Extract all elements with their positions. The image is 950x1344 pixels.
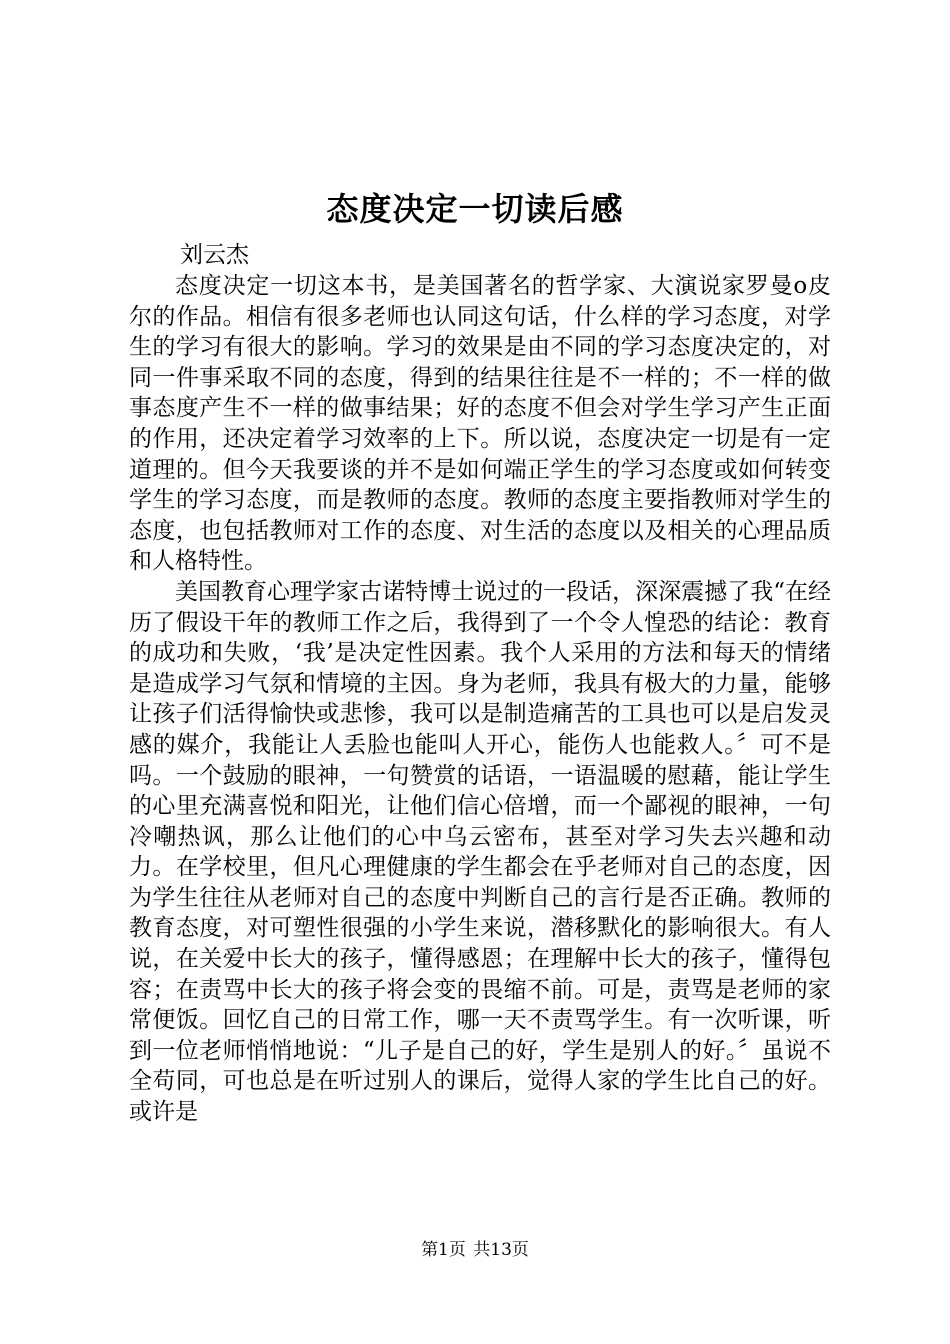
document-title: 态度决定一切读后感 (326, 190, 624, 228)
page-number: 第1页 (421, 1240, 466, 1260)
page-footer (0, 1238, 950, 1262)
paragraph: 美国教育心理学家古诺特博士说过的一段话，深深震撼了我“在经历了假设干年的教师工作之后，我得到了一个令人惶恐的结论：教育的成功和失败，‘我’是决定性因素。我个人采用的方法和每天的情绪是造成学习气氛和情境的主因。身为老师，我具有极大的力量，能够让孩子们活得愉快或悲惨，我可以是制造痛苦的工具也可以是启发灵感的媒介，我能让人丢脸也能叫人开心，能伤人也能救人。〞可不是吗。一个鼓励的眼神，一句赞赏的话语，一语温暖的慰藉，能让学生的心里充满喜悦和阳光，让他们信心倍增，而一个鄙视的眼神，一句冷嘲热讽，那么让他们的心中乌云密布，甚至对学习失去兴趣和动力。在学校里，但凡心理健康的学生都会在乎老师对自己的态度，因为学生往往从老师对自己的态度中判断自己的言行是否正确。教师的教育态度，对可塑性很强的小学生来说，潜移默化的影响很大。有人说，在关爱中长大的孩子，懂得感恩；在理解中长大的孩子，懂得包容；在责骂中长大的孩子将会变的畏缩不前。可是，责骂是老师的家常便饭。回忆自己的日常工作，哪一天不责骂学生。有一次听课，听到一位老师悄悄地说：“儿子是自己的好，学生是别人的好。〞虽说不全苟同，可也总是在听过别人的课后，觉得人家的学生比自己的好。或许是 (129, 578, 831, 1126)
author-name: 刘云杰 (180, 242, 249, 268)
paragraph: 态度决定一切这本书，是美国著名的哲学家、大演说家罗曼o皮尔的作品。相信有很多老师也认同这句话，什么样的学习态度，对学生的学习有很大的影响。学习的效果是由不同的学习态度决定的，对同一件事采取不同的态度，得到的结果往往是不一样的；不一样的做事态度产生不一样的做事结果；好的态度不但会对学生学习产生正面的作用，还决定着学习效率的上下。所以说，态度决定一切是有一定道理的。但今天我要谈的并不是如何端正学生的学习态度或如何转变学生的学习态度，而是教师的态度。教师的态度主要指教师对学生的态度，也包括教师对工作的态度、对生活的态度以及相关的心理品质和人格特性。 (129, 273, 831, 575)
page-total: 共13页 (473, 1240, 529, 1260)
document-body (129, 271, 831, 1128)
